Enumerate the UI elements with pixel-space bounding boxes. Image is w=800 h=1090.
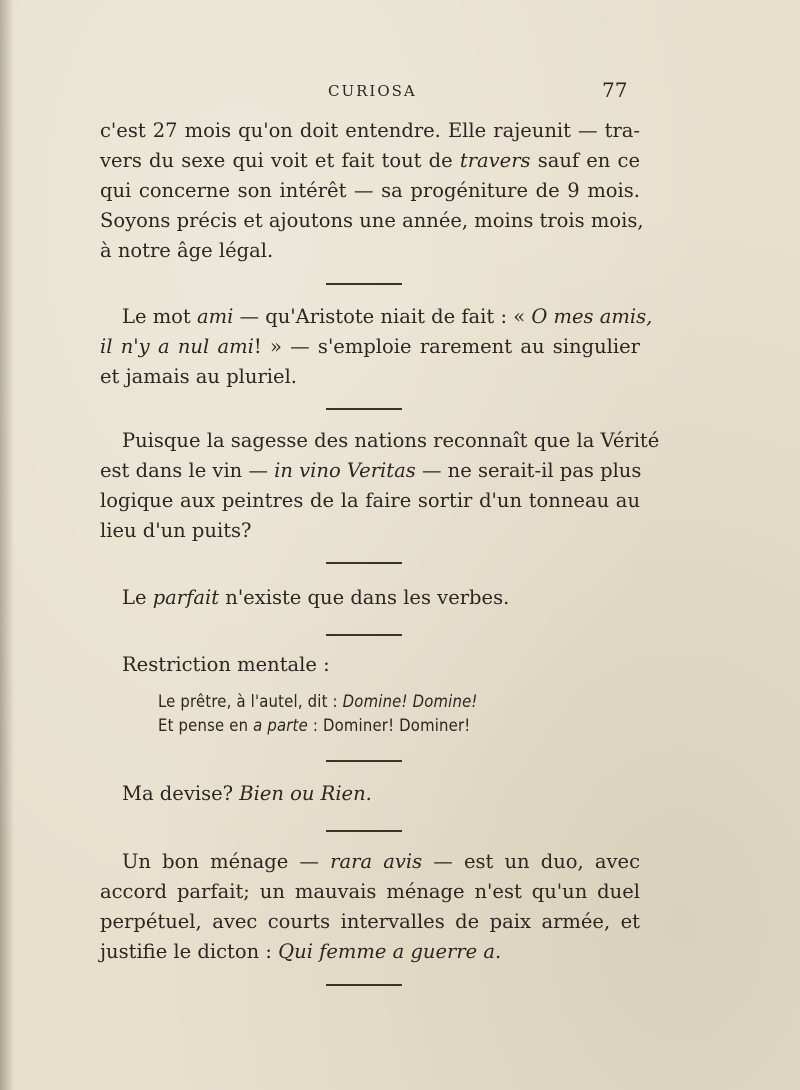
verse-line (158, 714, 478, 738)
text-span: Un bon ménage — (122, 850, 331, 873)
text-line (100, 779, 640, 809)
text-span: — qu'Aristote niait de fait : « (233, 305, 532, 328)
text-line (100, 937, 640, 967)
text-line: Soyons précis et ajoutons une année, moins trois mois, (100, 209, 644, 232)
paragraph-3 (100, 426, 660, 546)
text-line (100, 302, 653, 332)
separator-rule (326, 283, 402, 285)
text-span: n'existe que dans les verbes. (219, 586, 510, 609)
text-span: est dans le vin — (100, 459, 275, 482)
text-line: accord parfait; un mauvais ménage n'est qu'un duel (100, 880, 640, 903)
paragraph-7 (100, 847, 640, 967)
italic-span: travers (459, 149, 531, 172)
verse-line (158, 690, 478, 714)
text-line: logique aux peintres de la faire sortir d'un tonneau au (100, 489, 640, 512)
text-line: lieu d'un puits? (100, 519, 252, 542)
text-span: — ne serait-il pas plus (415, 459, 642, 482)
text-line: Puisque la sagesse des nations reconnaît que la Vérité (122, 429, 660, 452)
italic-span: a parte (253, 716, 308, 735)
italic-span: ami (196, 305, 234, 328)
text-line: c'est 27 mois qu'on doit entendre. Elle rajeunit — tra- (100, 119, 640, 142)
italic-span: O mes amis, (531, 305, 653, 328)
separator-rule (326, 408, 402, 410)
paragraph-5 (100, 650, 640, 680)
text-span: ! » — s'emploie rarement au singulier (253, 335, 640, 358)
page-header (0, 78, 800, 108)
italic-span: Domine! Domine! (342, 692, 478, 711)
text-line: Restriction mentale : (122, 653, 330, 676)
text-line (100, 583, 640, 613)
italic-span: parfait (152, 586, 220, 609)
separator-rule (326, 634, 402, 636)
running-title: CURIOSA (328, 82, 417, 100)
text-line: qui concerne son intérêt — sa progéniture de 9 mois. (100, 179, 640, 202)
paragraph-2 (100, 302, 653, 392)
paragraph-6 (100, 779, 640, 809)
separator-rule (326, 562, 402, 564)
text-span: Et pense en (158, 716, 254, 735)
text-span: vers du sexe qui voit et fait tout de (100, 149, 460, 172)
text-span: — est un duo, avec (422, 850, 641, 873)
text-line (100, 332, 640, 362)
italic-span: Qui femme a guerre a. (278, 940, 502, 963)
text-span: sauf en ce (530, 149, 640, 172)
text-span: justifie le dicton : (100, 940, 279, 963)
text-span: Le (122, 586, 153, 609)
text-line (100, 847, 640, 877)
verse-block (158, 690, 478, 738)
separator-rule (326, 984, 402, 986)
separator-rule (326, 760, 402, 762)
text-line (100, 456, 640, 486)
text-span: Le prêtre, à l'autel, dit : (158, 692, 343, 711)
text-span: Le mot (122, 305, 197, 328)
text-span: : Dominer! Dominer! (307, 716, 471, 735)
page-number: 77 (602, 78, 628, 102)
italic-span: rara avis (330, 850, 423, 873)
text-line: à notre âge légal. (100, 239, 274, 262)
separator-rule (326, 830, 402, 832)
italic-span: in vino Veritas (274, 459, 416, 482)
paragraph-1 (100, 116, 644, 266)
paragraph-4 (100, 583, 640, 613)
italic-span: Bien ou Rien. (239, 782, 372, 805)
italic-span: il n'y a nul ami (100, 335, 254, 358)
text-span: Ma devise? (122, 782, 240, 805)
text-line (100, 146, 640, 176)
text-line: et jamais au pluriel. (100, 365, 297, 388)
text-line: perpétuel, avec courts intervalles de paix armée, et (100, 910, 640, 933)
